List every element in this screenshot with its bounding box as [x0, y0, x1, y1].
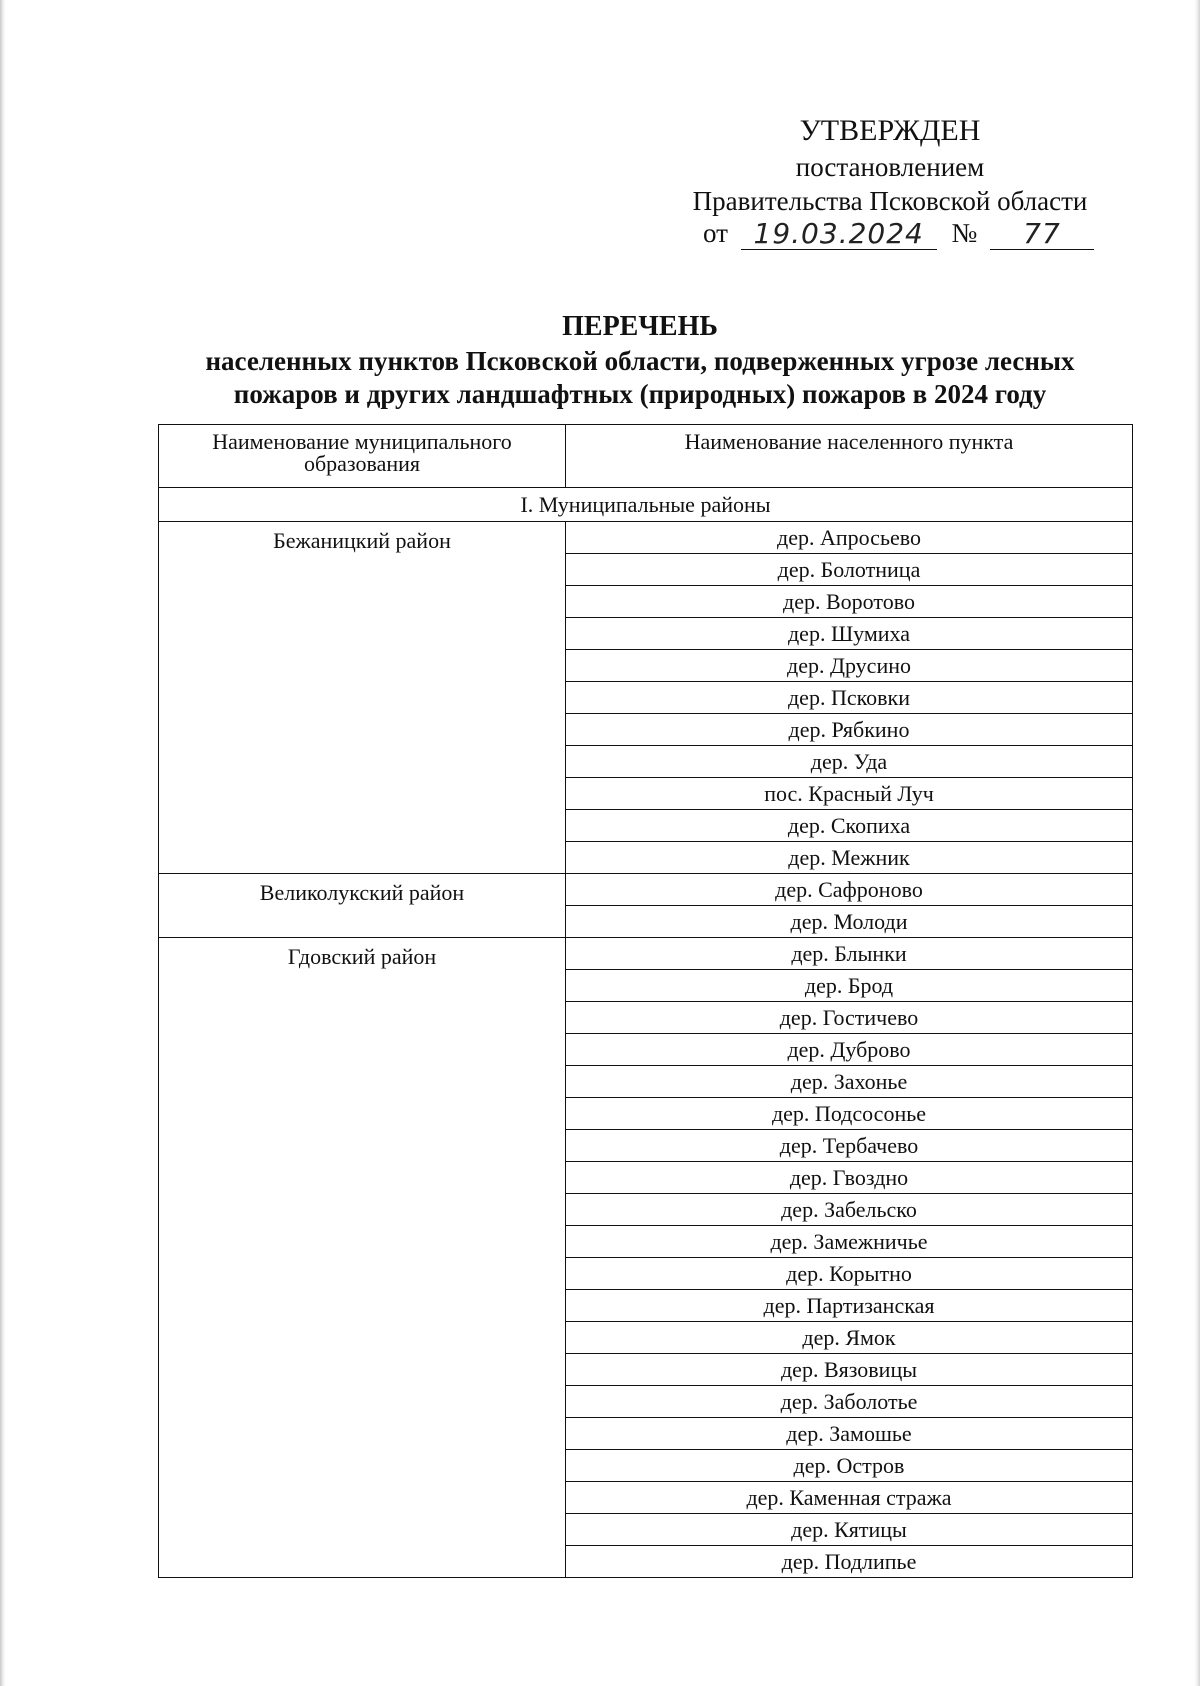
settlement-name: дер. Апросьево — [566, 522, 1133, 554]
settlement-name: дер. Партизанская — [566, 1290, 1133, 1322]
table-row — [159, 938, 1133, 970]
scan-edge-right — [1194, 0, 1200, 1686]
column-header-municipality: Наименование муниципального образования — [159, 425, 566, 488]
approval-date-line — [660, 216, 1120, 250]
settlement-name: дер. Шумиха — [566, 618, 1133, 650]
document-title — [140, 310, 1140, 411]
settlement-name: дер. Гостичево — [566, 1002, 1133, 1034]
settlement-name: дер. Псковки — [566, 682, 1133, 714]
approval-heading: УТВЕРЖДЕН — [799, 114, 981, 147]
settlement-name: дер. Друсино — [566, 650, 1133, 682]
settlement-name: дер. Замошье — [566, 1418, 1133, 1450]
section-title: I. Муниципальные районы — [159, 488, 1133, 522]
settlement-name: дер. Замежничье — [566, 1226, 1133, 1258]
section-row — [159, 488, 1133, 522]
settlement-name: дер. Воротово — [566, 586, 1133, 618]
settlement-name: дер. Блынки — [566, 938, 1133, 970]
settlement-name: дер. Болотница — [566, 554, 1133, 586]
title-line-2: пожаров и других ландшафтных (природных) пожаров в 2024 году — [233, 379, 1047, 409]
settlement-name: дер. Скопиха — [566, 810, 1133, 842]
settlement-name: дер. Гвоздно — [566, 1162, 1133, 1194]
settlement-name: дер. Корытно — [566, 1258, 1133, 1290]
settlement-name: дер. Кятицы — [566, 1514, 1133, 1546]
settlement-name: дер. Остров — [566, 1450, 1133, 1482]
handwritten-number: 77 — [990, 219, 1094, 250]
scan-edge-left — [0, 0, 6, 1686]
table-body — [159, 488, 1133, 1578]
approval-line-2: Правительства Псковской области — [692, 186, 1088, 216]
district-name: Великолукский район — [159, 874, 566, 938]
settlement-name: дер. Подлипье — [566, 1546, 1133, 1578]
settlement-name: дер. Уда — [566, 746, 1133, 778]
settlement-name: дер. Забельско — [566, 1194, 1133, 1226]
approval-line-1: постановлением — [795, 152, 985, 182]
district-name: Бежаницкий район — [159, 522, 566, 874]
table-row — [159, 522, 1133, 554]
column-header-settlement: Наименование населенного пункта — [566, 425, 1133, 488]
date-prefix: от — [703, 218, 728, 248]
settlement-name: дер. Каменная стража — [566, 1482, 1133, 1514]
handwritten-date: 19.03.2024 — [741, 219, 937, 250]
approval-stamp — [660, 112, 1120, 250]
settlement-name: дер. Рябкино — [566, 714, 1133, 746]
table-row — [159, 874, 1133, 906]
settlement-name: дер. Дуброво — [566, 1034, 1133, 1066]
settlement-name: дер. Вязовицы — [566, 1354, 1133, 1386]
number-prefix: № — [951, 218, 978, 248]
settlement-name: дер. Молоди — [566, 906, 1133, 938]
settlement-name: дер. Сафроново — [566, 874, 1133, 906]
settlement-name: дер. Тербачево — [566, 1130, 1133, 1162]
district-name: Гдовский район — [159, 938, 566, 1578]
title-line-1: населенных пунктов Псковской области, подверженных угрозе лесных — [205, 346, 1075, 376]
table-header-row — [159, 425, 1133, 488]
settlement-name: дер. Заболотье — [566, 1386, 1133, 1418]
settlement-name: дер. Захонье — [566, 1066, 1133, 1098]
settlement-name: дер. Подсосонье — [566, 1098, 1133, 1130]
settlement-name: дер. Межник — [566, 842, 1133, 874]
settlement-name: дер. Брод — [566, 970, 1133, 1002]
settlement-name: пос. Красный Луч — [566, 778, 1133, 810]
settlements-table — [158, 424, 1133, 1578]
settlement-name: дер. Ямок — [566, 1322, 1133, 1354]
document-kind: ПЕРЕЧЕНЬ — [562, 311, 718, 342]
